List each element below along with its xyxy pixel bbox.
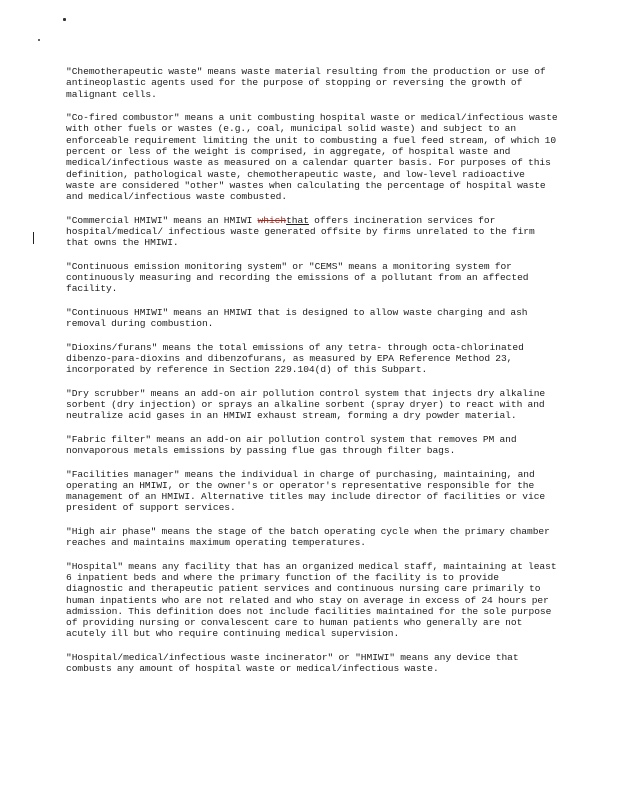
definition-high-air-phase: "High air phase" means the stage of the batch operating cycle when the primary chamber reaches and maintains maximum operating temperatures. bbox=[66, 525, 550, 549]
inserted-text: that bbox=[286, 214, 309, 226]
definition-chemotherapeutic-waste: "Chemotherapeutic waste" means waste material resulting from the production or use of antineoplastic agents used for the purpose of stopping or reversing the growth of malignant cells. bbox=[66, 66, 546, 100]
definitions-body bbox=[66, 66, 558, 687]
definition-dioxins-furans: "Dioxins/furans" means the total emissions of any tetra- through octa-chlorinated dibenzo-para-dioxins and dibenzofurans, as measured by EPA Reference Method 23, incorporated by reference in Section 229.104(d) of this Subpart. bbox=[66, 341, 524, 376]
definition-hospital: "Hospital" means any facility that has an organized medical staff, maintaining at least 6 inpatient beds and where the primary function of the facility is to provide diagnostic and therapeutic patient services and continuous nursing care primarily to human inpatients who are not related and who stay on average in excess of 24 hours per admission. This definition does not include facilities maintained for the sole purpose of providing nursing or convalescent care to human patients who generally are not acutely ill but who require continuing medical supervision. bbox=[66, 560, 557, 640]
revision-bar bbox=[33, 232, 34, 244]
deleted-text: which bbox=[257, 214, 287, 226]
definition-commercial-hmiwi bbox=[66, 215, 558, 249]
definition-cems: "Continuous emission monitoring system" or "CEMS" means a monitoring system for continuously measuring and recording the emissions of a pollutant from an affected facility. bbox=[66, 260, 529, 295]
definition-co-fired-combustor: "Co-fired combustor" means a unit combusting hospital waste or medical/infectious waste with other fuels or wastes (e.g., coal, municipal solid waste) and subject to an enforceable requirement limiting the unit to combusting a fuel feed stream, of which 10 percent or less of the weight is comprised, in aggregate, of hospital waste and medical/infectious waste as measured on a calendar quarter basis. For purposes of this definition, pathological waste, chemotherapeutic waste, and low-level radioactive waste are considered "other" wastes when calculating the percentage of hospital waste and medical/infectious waste combusted. bbox=[66, 112, 558, 203]
definition-text-before: "Commercial HMIWI" means an HMIWI bbox=[66, 214, 258, 226]
scan-speck bbox=[38, 39, 40, 41]
definition-facilities-manager: "Facilities manager" means the individual in charge of purchasing, maintaining, and operating an HMIWI, or the owner's or operator's representative responsible for the management of an HMIWI. Alternative titles may include director of facilities or vice president of support services. bbox=[66, 468, 546, 514]
scan-speck bbox=[63, 18, 66, 21]
definition-hmiwi: "Hospital/medical/infectious waste incinerator" or "HMIWI" means any device that combusts any amount of hospital waste or medical/infectious waste. bbox=[66, 651, 519, 675]
definition-text-after: offers incineration services for hospital/medical/ infectious waste generated offsite by firms unrelated to the firm that owns the HMIWI. bbox=[66, 214, 535, 249]
definition-continuous-hmiwi: "Continuous HMIWI" means an HMIWI that is designed to allow waste charging and ash removal during combustion. bbox=[66, 306, 528, 330]
definition-fabric-filter: "Fabric filter" means an add-on air pollution control system that removes PM and nonvaporous metals emissions by passing flue gas through filter bags. bbox=[66, 433, 517, 457]
definition-dry-scrubber: "Dry scrubber" means an add-on air pollution control system that injects dry alkaline sorbent (dry injection) or sprays an alkaline sorbent (spray dryer) to react with and neutralize acid gases in an HMIWI exhaust stream, forming a dry powder material. bbox=[66, 387, 546, 422]
